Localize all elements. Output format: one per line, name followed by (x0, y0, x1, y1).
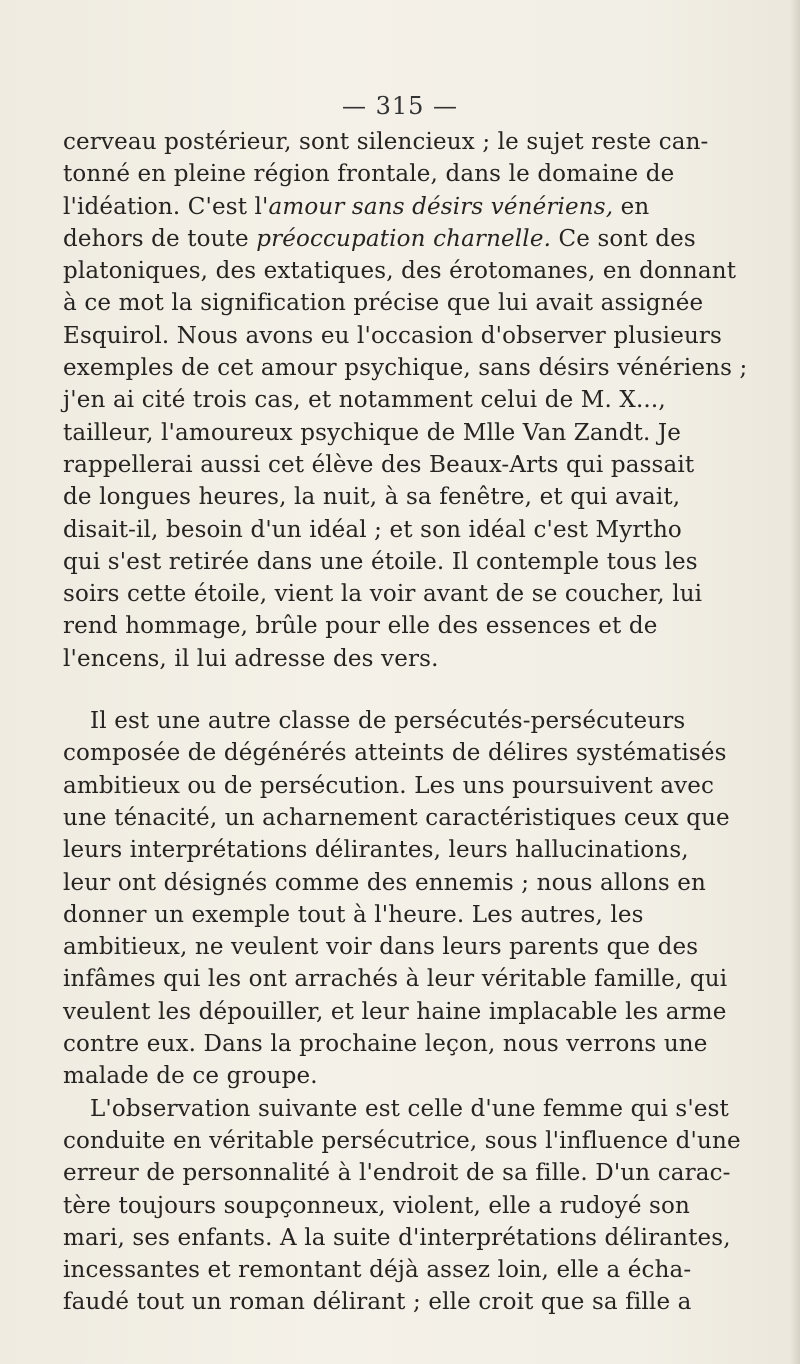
text-line: tonné en pleine région frontale, dans le domaine de (63, 161, 675, 188)
text-line: contre eux. Dans la prochaine leçon, nous verrons une (63, 1031, 708, 1058)
text-line: tère toujours soupçonneux, violent, elle a rudoyé son (63, 1192, 690, 1219)
text-line: de longues heures, la nuit, à sa fenêtre, et qui avait, (63, 484, 681, 511)
text-line: infâmes qui les ont arrachés à leur véritable famille, qui (63, 966, 728, 993)
page-edge-shadow (790, 0, 800, 1364)
text-line: ambitieux, ne veulent voir dans leurs parents que des (63, 934, 699, 961)
text-line: cerveau postérieur, sont silencieux ; le sujet reste can- (63, 129, 709, 155)
text-line: leur ont désignés comme des ennemis ; nous allons en (63, 869, 706, 896)
text-line-with-italic (63, 223, 696, 255)
text-line: l'encens, il lui adresse des vers. (63, 645, 439, 672)
text-line: erreur de personnalité à l'endroit de sa fille. D'un carac- (63, 1160, 731, 1187)
text-line: donner un exemple tout à l'heure. Les autres, les (63, 901, 644, 928)
text-line: rend hommage, brûle pour elle des essences et de (63, 613, 658, 640)
text-line: soirs cette étoile, vient la voir avant de se coucher, lui (63, 581, 703, 608)
body-text (63, 126, 748, 1319)
text-line: disait-il, besoin d'un idéal ; et son idéal c'est Myrtho (63, 516, 682, 543)
text-line: une ténacité, un acharnement caractéristiques ceux que (63, 804, 730, 831)
text-line: j'en ai cité trois cas, et notamment celui de M. X..., (63, 387, 666, 414)
text-line: faudé tout un roman délirant ; elle croit que sa fille a (63, 1289, 692, 1316)
text-line: platoniques, des extatiques, des érotomanes, en donnant (63, 258, 737, 285)
text-line: mari, ses enfants. A la suite d'interprétations délirantes, (63, 1224, 731, 1251)
text-line: rappellerai aussi cet élève des Beaux-Arts qui passait (63, 451, 695, 478)
text-line: ambitieux ou de persécution. Les uns poursuivent avec (63, 772, 715, 799)
paragraph-1 (63, 126, 748, 675)
text-line-with-italic (63, 191, 650, 223)
text-line: L'observation suivante est celle d'une femme qui s'est (90, 1095, 729, 1122)
paragraph-2 (63, 705, 730, 1093)
text-fragment: en (613, 193, 650, 220)
italic-phrase: amour sans désirs vénériens, (268, 193, 614, 220)
text-fragment: l'idéation. C'est l' (63, 193, 269, 220)
page-number: — 315 — (341, 92, 459, 120)
text-line: Esquirol. Nous avons eu l'occasion d'observer plusieurs (63, 322, 723, 349)
text-line: veulent les dépouiller, et leur haine implacable les arme (63, 998, 727, 1025)
text-line: à ce mot la signification précise que lui avait assignée (63, 290, 704, 317)
text-line: tailleur, l'amoureux psychique de Mlle Van Zandt. Je (63, 419, 682, 446)
text-line: malade de ce groupe. (63, 1063, 318, 1090)
text-line: Il est une autre classe de persécutés-persécuteurs (90, 708, 686, 735)
text-fragment: dehors de toute (63, 225, 257, 252)
text-line: qui s'est retirée dans une étoile. Il contemple tous les (63, 548, 698, 575)
text-fragment: Ce sont des (551, 225, 696, 252)
text-line: incessantes et remontant déjà assez loin, elle a écha- (63, 1257, 692, 1284)
paragraph-3 (63, 1093, 741, 1319)
text-line: leurs interprétations délirantes, leurs hallucinations, (63, 837, 689, 864)
text-line: exemples de cet amour psychique, sans désirs vénériens ; (63, 355, 748, 382)
text-line: conduite en véritable persécutrice, sous l'influence d'une (63, 1127, 741, 1154)
text-line: composée de dégénérés atteints de délires systématisés (63, 740, 727, 767)
italic-phrase: préoccupation charnelle. (256, 225, 552, 252)
